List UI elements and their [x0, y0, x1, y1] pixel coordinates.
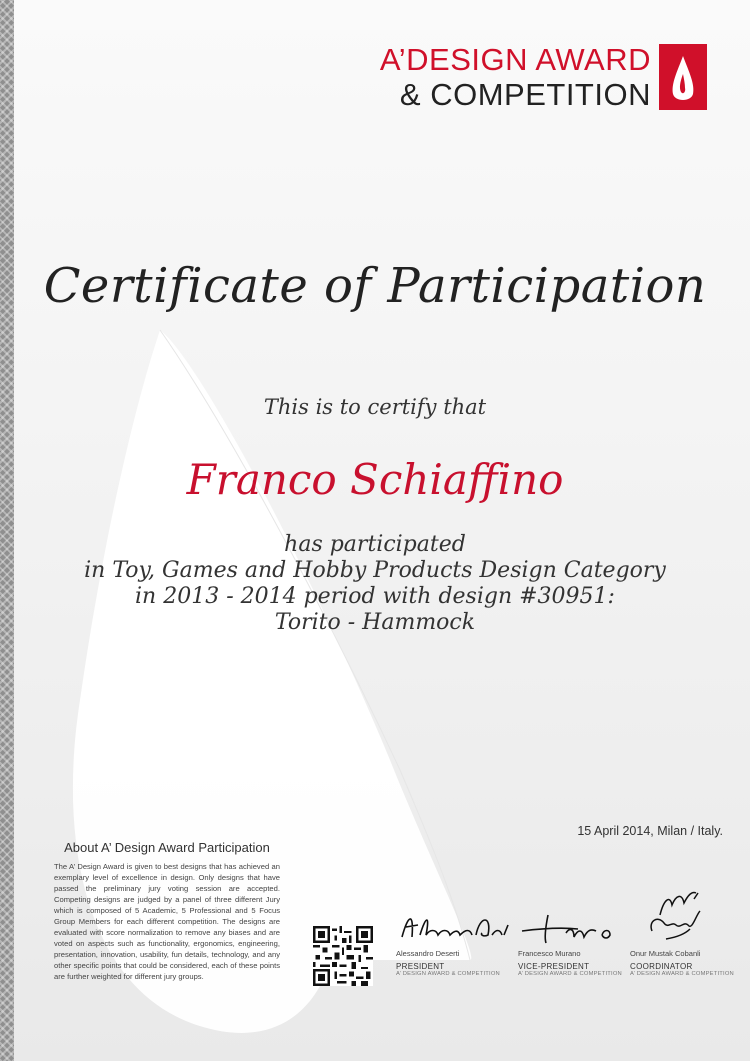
participation-details — [0, 532, 750, 636]
design-award-logo-icon — [659, 44, 707, 110]
about-title: About A’ Design Award Participation — [64, 840, 270, 855]
signatory-org: A’ DESIGN AWARD & COMPETITION — [630, 971, 734, 977]
signatory-role: COORDINATOR — [630, 962, 693, 971]
certificate-title: Certificate of Participation — [43, 258, 707, 314]
signature-vice-president — [518, 885, 633, 977]
signature-president-scribble — [396, 885, 511, 947]
award-logo — [380, 44, 707, 110]
issue-date: 15 April 2014, Milan / Italy. — [577, 824, 723, 838]
signatory-role: PRESIDENT — [396, 962, 445, 971]
signatory-name: Onur Mustak Cobanli — [630, 949, 701, 958]
logo-line-1: A’DESIGN AWARD — [379, 42, 651, 77]
signature-president — [396, 885, 511, 977]
qr-code-icon — [313, 926, 373, 986]
certify-text: This is to certify that — [263, 395, 487, 419]
signature-coordinator — [630, 885, 745, 977]
participation-line-4: Torito - Hammock — [274, 610, 476, 635]
participation-line-2: in Toy, Games and Hobby Products Design Category — [84, 558, 666, 583]
participation-line-3: in 2013 - 2014 period with design #30951: — [135, 584, 615, 609]
participation-line-1: has participated — [284, 532, 466, 557]
signatory-role: VICE-PRESIDENT — [518, 962, 590, 971]
signatory-name: Alessandro Deserti — [396, 949, 460, 958]
signatures — [396, 885, 746, 995]
recipient-name: Franco Schiaffino — [186, 455, 564, 504]
signature-coordinator-scribble — [630, 885, 745, 947]
about-text: The A’ Design Award is given to best designs that has achieved an exemplary level of excellence in design. Only designs that have passed the preliminary jury voting session are accepted. Competing designs are judged by a panel of three different Jury which is composed of 5 Academic, 5 Professional and 5 Focus Group Members for each different competition. The designs are evaluated with score normalization to remove any biases and are voted on aspects such as functionality, ergonomics, engineering, presentation, innovation, usability, fun details, technology, and any other specific points that could be considered, each of these points are further weighted for different jury groups. — [54, 862, 280, 981]
logo-line-2: & COMPETITION — [399, 77, 651, 112]
signatory-name: Francesco Murano — [518, 949, 581, 958]
about-section — [54, 840, 280, 982]
signature-vice-president-scribble — [518, 885, 633, 947]
signatory-org: A’ DESIGN AWARD & COMPETITION — [396, 971, 500, 977]
signatory-org: A’ DESIGN AWARD & COMPETITION — [518, 971, 622, 977]
